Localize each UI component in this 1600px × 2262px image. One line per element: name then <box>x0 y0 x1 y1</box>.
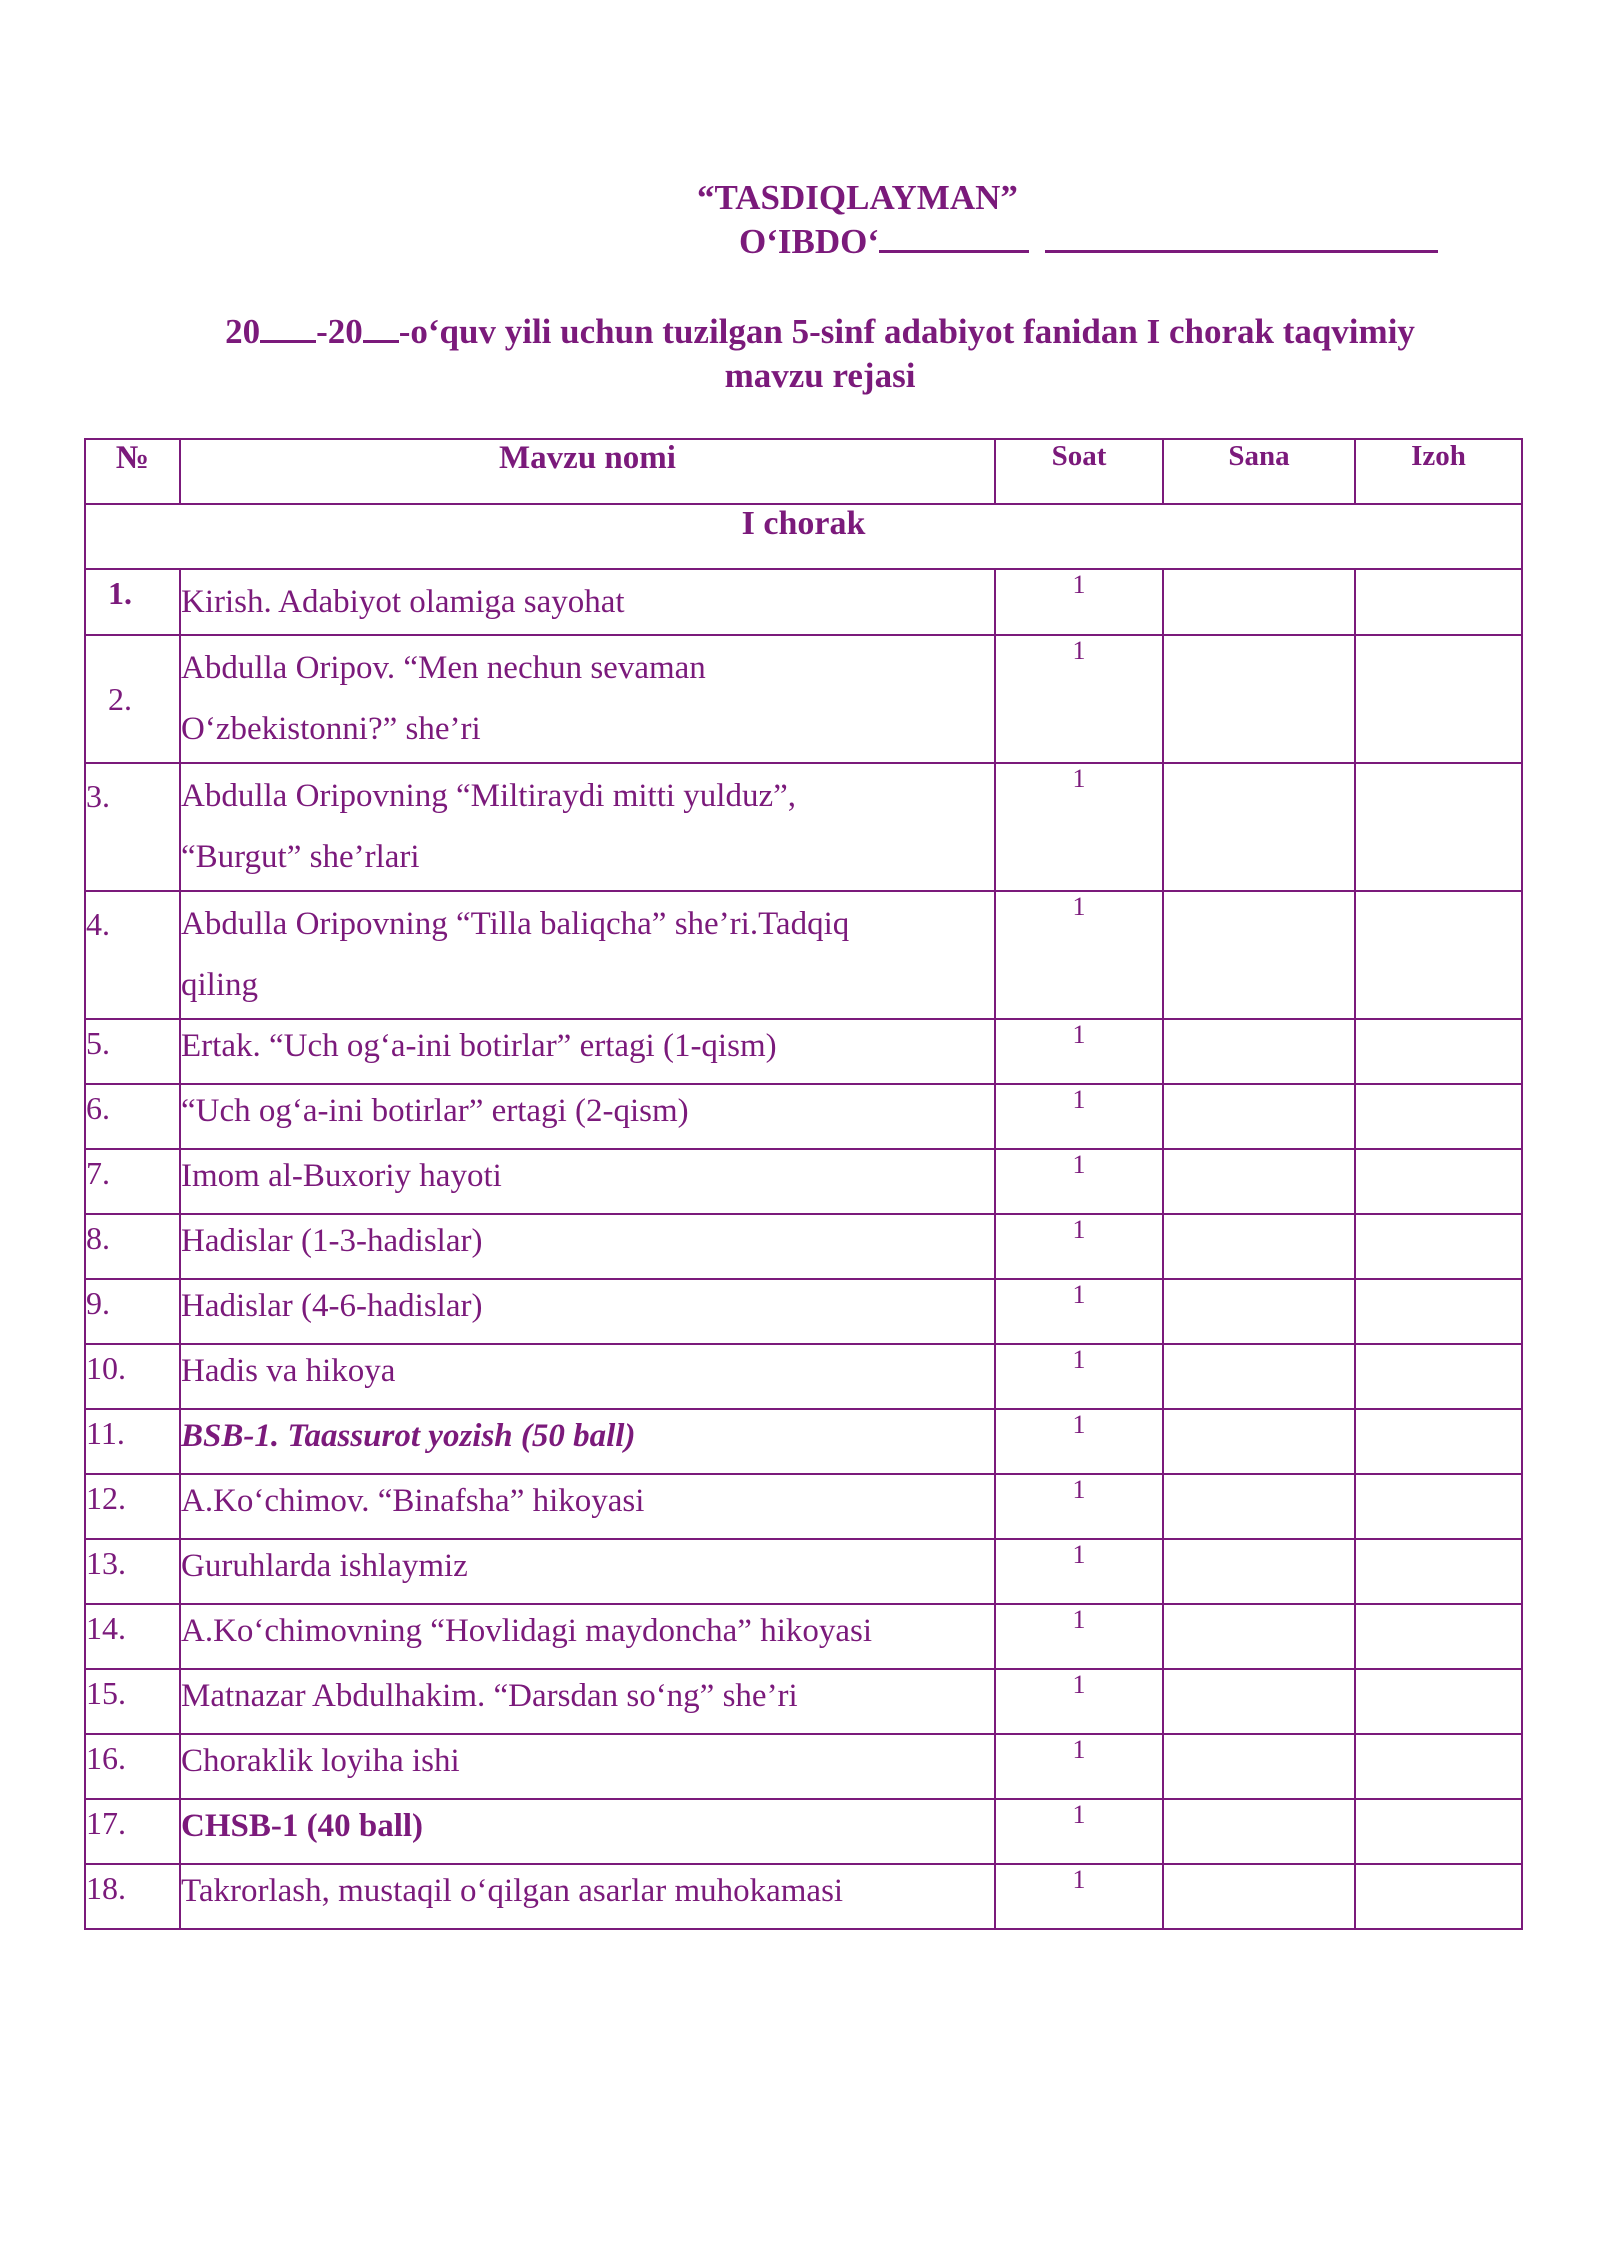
row-date <box>1163 1084 1355 1149</box>
table-row <box>85 763 1522 891</box>
row-date <box>1163 1409 1355 1474</box>
row-num: 5. <box>85 1019 180 1084</box>
table-row <box>85 1669 1522 1734</box>
row-note <box>1355 1669 1522 1734</box>
table-row <box>85 1799 1522 1864</box>
row-date <box>1163 1474 1355 1539</box>
quarter-row <box>85 504 1522 569</box>
heading-line-2: mavzu rejasi <box>724 356 916 395</box>
row-note <box>1355 569 1522 635</box>
row-hours: 1 <box>995 1539 1163 1604</box>
table-row <box>85 1214 1522 1279</box>
table-row <box>85 1279 1522 1344</box>
row-hours: 1 <box>995 635 1163 763</box>
quarter-label: I chorak <box>85 504 1522 569</box>
row-topic-line-1: Abdulla Oripov. “Men nechun sevaman <box>181 650 706 686</box>
approval-title: “TASDIQLAYMAN” <box>697 178 1018 217</box>
row-num: 17. <box>85 1799 180 1864</box>
row-hours: 1 <box>995 1799 1163 1864</box>
approval-signature-line <box>739 220 1438 264</box>
row-topic-line-1: Abdulla Oripovning “Tilla baliqcha” she’ri.Tadqiq <box>181 906 850 942</box>
row-topic: “Uch og‘a-ini botirlar” ertagi (2-qism) <box>180 1084 995 1149</box>
row-note <box>1355 1214 1522 1279</box>
row-date <box>1163 1734 1355 1799</box>
table-header-row <box>85 439 1522 504</box>
approval-blank-short <box>879 220 1029 253</box>
row-note <box>1355 1474 1522 1539</box>
row-hours: 1 <box>995 891 1163 1019</box>
document-heading <box>150 310 1490 398</box>
row-num: 2. <box>85 635 180 763</box>
header-num: № <box>85 439 180 504</box>
row-topic <box>180 635 995 763</box>
row-hours: 1 <box>995 569 1163 635</box>
row-note <box>1355 1019 1522 1084</box>
row-note <box>1355 1409 1522 1474</box>
table-row <box>85 1864 1522 1929</box>
row-hours: 1 <box>995 1214 1163 1279</box>
row-num: 8. <box>85 1214 180 1279</box>
row-date <box>1163 1539 1355 1604</box>
row-num: 10. <box>85 1344 180 1409</box>
row-topic: Choraklik loyiha ishi <box>180 1734 995 1799</box>
row-topic: Kirish. Adabiyot olamiga sayohat <box>180 569 995 635</box>
row-hours: 1 <box>995 1864 1163 1929</box>
row-topic-line-2: qiling <box>181 967 259 1003</box>
row-topic: Imom al-Buxoriy hayoti <box>180 1149 995 1214</box>
approval-blank-long <box>1045 220 1438 253</box>
row-topic: Hadislar (4-6-hadislar) <box>180 1279 995 1344</box>
row-hours: 1 <box>995 1084 1163 1149</box>
row-date <box>1163 891 1355 1019</box>
heading-line-1: -o‘quv yili uchun tuzilgan 5-sinf adabiyot fanidan I chorak taqvimiy <box>398 312 1415 351</box>
table-row <box>85 1149 1522 1214</box>
table-row <box>85 1344 1522 1409</box>
row-topic: BSB-1. Taassurot yozish (50 ball) <box>180 1409 995 1474</box>
row-hours: 1 <box>995 1669 1163 1734</box>
row-topic: A.Ko‘chimovning “Hovlidagi maydoncha” hikoyasi <box>180 1604 995 1669</box>
row-topic-line-2: O‘zbekistonni?” she’ri <box>181 711 481 747</box>
heading-year-blank-2 <box>363 312 399 343</box>
row-date <box>1163 763 1355 891</box>
row-topic: CHSB-1 (40 ball) <box>180 1799 995 1864</box>
row-num: 9. <box>85 1279 180 1344</box>
row-date <box>1163 1019 1355 1084</box>
row-num: 16. <box>85 1734 180 1799</box>
row-num: 1. <box>85 569 180 635</box>
row-date <box>1163 1864 1355 1929</box>
row-note <box>1355 1799 1522 1864</box>
approval-position: O‘IBDO‘ <box>739 222 879 261</box>
row-hours: 1 <box>995 1409 1163 1474</box>
row-topic: Takrorlash, mustaqil o‘qilgan asarlar muhokamasi <box>180 1864 995 1929</box>
heading-year-mid: -20 <box>316 312 363 351</box>
heading-year-prefix: 20 <box>225 312 261 351</box>
row-note <box>1355 1604 1522 1669</box>
row-num: 7. <box>85 1149 180 1214</box>
row-topic: A.Ko‘chimov. “Binafsha” hikoyasi <box>180 1474 995 1539</box>
row-note <box>1355 1084 1522 1149</box>
row-note <box>1355 1734 1522 1799</box>
row-topic: Hadislar (1-3-hadislar) <box>180 1214 995 1279</box>
table-row <box>85 891 1522 1019</box>
header-izoh: Izoh <box>1355 439 1522 504</box>
row-hours: 1 <box>995 1149 1163 1214</box>
table-row <box>85 1019 1522 1084</box>
row-date <box>1163 1279 1355 1344</box>
row-note <box>1355 1149 1522 1214</box>
plan-table <box>84 438 1523 1930</box>
row-date <box>1163 635 1355 763</box>
row-note <box>1355 1539 1522 1604</box>
row-topic: Ertak. “Uch og‘a-ini botirlar” ertagi (1-qism) <box>180 1019 995 1084</box>
row-date <box>1163 569 1355 635</box>
table-row <box>85 1539 1522 1604</box>
row-hours: 1 <box>995 763 1163 891</box>
row-hours: 1 <box>995 1019 1163 1084</box>
row-date <box>1163 1214 1355 1279</box>
row-topic-line-2: “Burgut” she’rlari <box>181 839 420 875</box>
row-note <box>1355 1279 1522 1344</box>
row-topic: Matnazar Abdulhakim. “Darsdan so‘ng” she’ri <box>180 1669 995 1734</box>
row-date <box>1163 1149 1355 1214</box>
row-note <box>1355 1344 1522 1409</box>
row-note <box>1355 635 1522 763</box>
row-num: 13. <box>85 1539 180 1604</box>
row-date <box>1163 1344 1355 1409</box>
row-topic <box>180 891 995 1019</box>
header-soat: Soat <box>995 439 1163 504</box>
row-note <box>1355 891 1522 1019</box>
row-hours: 1 <box>995 1604 1163 1669</box>
row-num: 4. <box>85 891 180 1019</box>
row-date <box>1163 1604 1355 1669</box>
row-date <box>1163 1799 1355 1864</box>
table-row <box>85 1604 1522 1669</box>
row-note <box>1355 763 1522 891</box>
row-topic: Guruhlarda ishlaymiz <box>180 1539 995 1604</box>
row-num: 11. <box>85 1409 180 1474</box>
row-num: 15. <box>85 1669 180 1734</box>
row-hours: 1 <box>995 1279 1163 1344</box>
row-num: 6. <box>85 1084 180 1149</box>
row-hours: 1 <box>995 1344 1163 1409</box>
header-sana: Sana <box>1163 439 1355 504</box>
row-topic-line-1: Abdulla Oripovning “Miltiraydi mitti yulduz”, <box>181 778 796 814</box>
header-name: Mavzu nomi <box>180 439 995 504</box>
table-row <box>85 1409 1522 1474</box>
table-row <box>85 1734 1522 1799</box>
row-hours: 1 <box>995 1474 1163 1539</box>
row-date <box>1163 1669 1355 1734</box>
row-num: 3. <box>85 763 180 891</box>
table-row <box>85 569 1522 635</box>
row-topic: Hadis va hikoya <box>180 1344 995 1409</box>
heading-year-blank-1 <box>260 312 316 343</box>
table-row <box>85 635 1522 763</box>
table-row <box>85 1084 1522 1149</box>
row-num: 18. <box>85 1864 180 1929</box>
row-num: 14. <box>85 1604 180 1669</box>
row-note <box>1355 1864 1522 1929</box>
table-row <box>85 1474 1522 1539</box>
row-topic <box>180 763 995 891</box>
row-hours: 1 <box>995 1734 1163 1799</box>
row-num: 12. <box>85 1474 180 1539</box>
